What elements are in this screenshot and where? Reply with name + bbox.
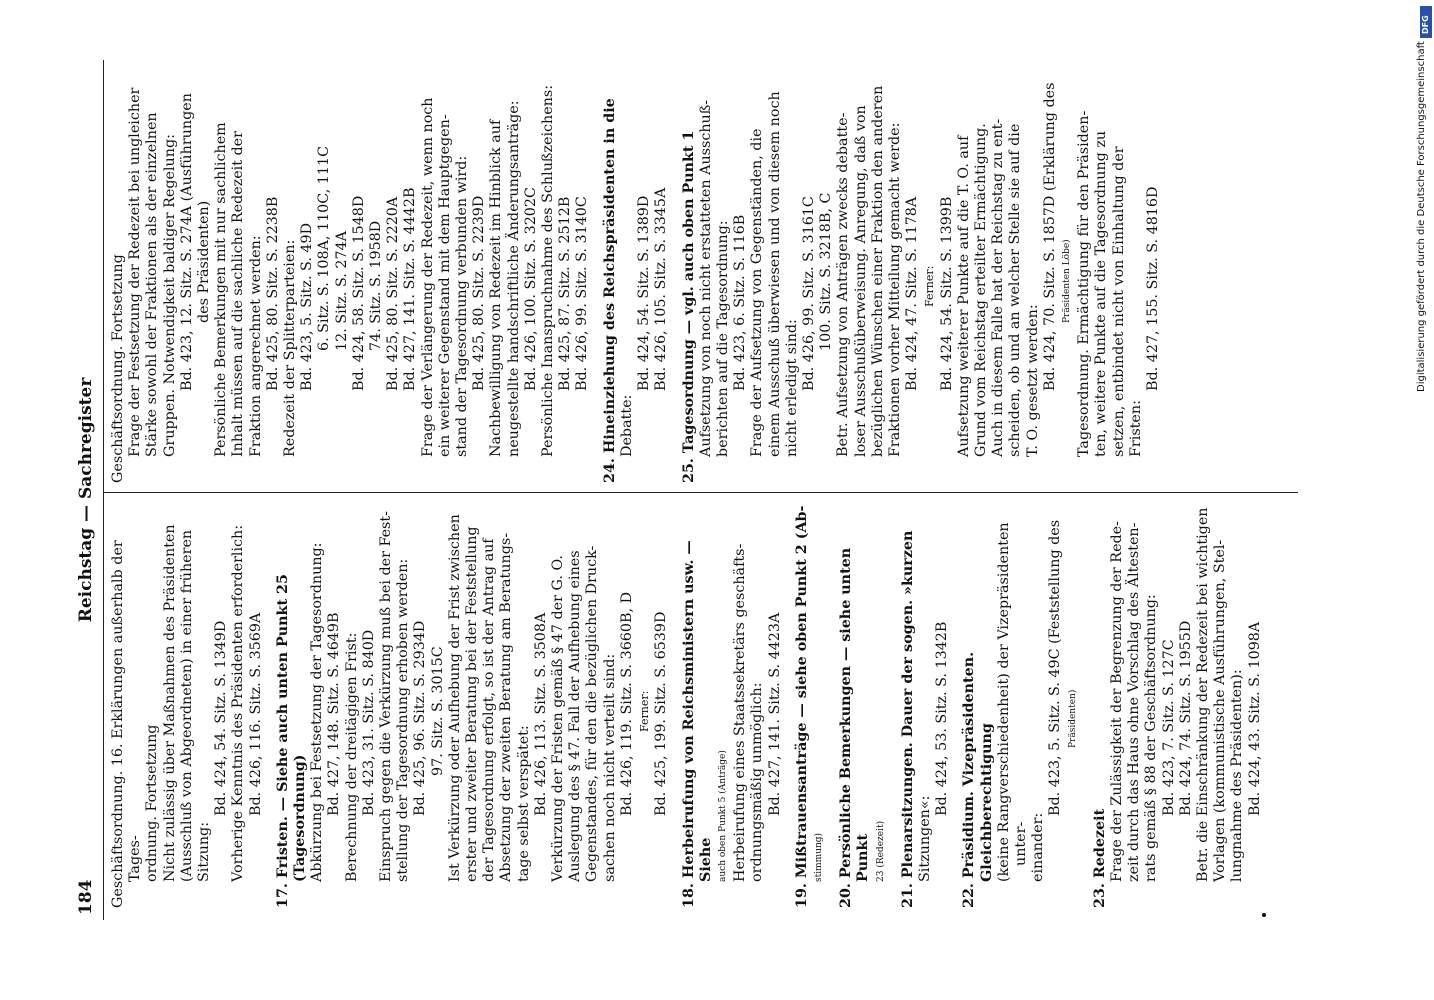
reference-line: Bd. 424, 70. Sitz. S. 1857D (Erklärung des xyxy=(1041,82,1058,391)
dfg-logo-text: DFG xyxy=(1421,15,1430,34)
entry-line: neugestellte handschriftliche Änderungsanträge: xyxy=(505,100,522,457)
entry-line: auch oben Punkt 5 (Anträge) xyxy=(717,750,728,882)
entry-line: lungnahme des Präsidenten): xyxy=(1229,669,1246,882)
reference-line: Präsidenten Löbe) xyxy=(1061,239,1072,323)
entry-line: Aufsetzung weiterer Punkte auf die T. O. auf xyxy=(955,135,972,457)
reference-line: Bd. 425, 87. Sitz. S. 2512B xyxy=(557,196,574,391)
entry-line: bezüglichen Wünschen einer Fraktion den anderen xyxy=(869,85,886,457)
entry-line: Fristen: xyxy=(1127,400,1144,457)
reference-line: des Präsidenten) xyxy=(196,200,213,323)
entry-line: Aufsetzung von noch nicht erstatteten Ausschuß- xyxy=(697,99,714,457)
entry-line: Vorlagen (kommunistische Ausführungen, Stel- xyxy=(1212,539,1229,882)
entry-line: Frage der Festsetzung der Redezeit bei ungleicher xyxy=(127,87,144,457)
entry-line: T. O. gesetzt werden: xyxy=(1024,304,1041,457)
page-number: 184 xyxy=(76,879,96,915)
reference-line: Bd. 426, 99. Sitz. S. 3140C xyxy=(574,196,591,391)
entry-line: Gruppen. Notwendigkeit baldiger Regelung: xyxy=(161,134,178,457)
ink-speck xyxy=(1262,913,1266,917)
entry-line: Frage der Zulässigkeit der Begrenzung der Rede- xyxy=(1108,521,1125,882)
reference-line: Bd. 424, 47. Sitz. S. 1178A xyxy=(904,196,921,391)
reference-line: 97. Sitz. S. 3015C xyxy=(429,646,446,776)
reference-line: Bd. 425, 80. Sitz. S. 2238B xyxy=(264,196,281,391)
left-column xyxy=(110,503,1264,908)
page-header xyxy=(72,60,102,940)
reference-line: Bd. 424, 43. Sitz. S. 1098A xyxy=(1246,621,1263,816)
reference-line: Bd. 424, 54. Sitz. S. 1349D xyxy=(213,620,230,816)
reference-line: Bd. 427, 141. Sitz. S. 4442B xyxy=(402,187,419,391)
entry-heading: 22. Präsidium. Vizepräsidenten. Gleichberechtigung xyxy=(961,651,995,908)
reference-line: Bd. 425, 96. Sitz. S. 2934D xyxy=(412,620,429,816)
entry-line: Nicht zulässig über Maßnahmen des Präsidenten xyxy=(161,524,178,882)
entry-line: Ist Verkürzung oder Aufhebung der Frist zwischen xyxy=(446,514,463,882)
entry-line: stand der Tagesordnung verbunden wird: xyxy=(454,155,471,457)
reference-line: Bd. 423, 7. Sitz. S. 127C xyxy=(1160,639,1177,816)
entry-line: tage selbst verspätet: xyxy=(515,725,532,882)
entry-heading: 17. Fristen. — Siehe auch unten Punkt 25 (Tagesordnung) xyxy=(274,574,309,908)
reference-line: Bd. 425, 80. Sitz. S. 2239D xyxy=(471,195,488,391)
reference-line: Bd. 427, 148. Sitz. S. 4649B xyxy=(326,612,343,816)
entry-line: Frage der Aufsetzung von Gegenständen, die xyxy=(749,128,766,457)
entry-line: Betr. die Einschränkung der Redezeit bei wichtigen xyxy=(1194,507,1211,882)
reference-line: Bd. 424, 54. Sitz. S. 1389D xyxy=(636,195,653,391)
entry-line: der Tagesordnung erfolgt, so ist der Antrag auf xyxy=(481,538,498,882)
reference-line: 6. Sitz. S. 108A, 110C, 111C xyxy=(316,145,333,351)
entry-line: Fraktionen vorher Mitteilung gemacht werde: xyxy=(886,122,903,457)
reference-line: Bd. 426, 119. Sitz. S. 3660B, D xyxy=(618,591,635,816)
reference-line: Bd. 426, 116. Sitz. S. 3569A xyxy=(247,612,264,816)
entry-line: Gegenstandes, für den die bezüglichen Druck- xyxy=(584,545,601,882)
entry-line: Berechnung der dreitägigen Frist: xyxy=(343,632,360,882)
entry-heading: 24. Hineinziehung des Reichspräsidenten in die xyxy=(601,98,618,483)
dfg-logo xyxy=(1420,6,1432,38)
entry-line: Fraktion angerechnet werden: xyxy=(247,235,264,457)
entry-line: Einspruch gegen die Verkürzung muß bei der Fest- xyxy=(378,511,395,882)
entry-line: Absetzung der zweiten Beratung am Beratungs- xyxy=(498,532,515,882)
entry-line: scheiden, ob und an welcher Stelle sie auf die xyxy=(1007,123,1024,457)
entry-line: Tagesordnung. Ermächtigung für den Präsiden- xyxy=(1076,110,1093,457)
entry-line: Abkürzung bei Festsetzung der Tagesordnung: xyxy=(309,542,326,882)
entry-line: Herbeirufung eines Staatssekretärs geschäfts- xyxy=(732,543,749,882)
entry-line: Sitzungen«: xyxy=(916,795,933,882)
entry-line: stimmung) xyxy=(813,832,824,882)
reference-line: Präsidenten) xyxy=(1067,689,1078,748)
entry-line: Inhalt müssen auf die sachliche Redezeit der xyxy=(230,131,247,457)
entry-line: Stärke sowohl der Fraktionen als der einzelnen xyxy=(144,112,161,457)
entry-heading: Geschäftsordnung. Fortsetzung xyxy=(110,254,126,483)
reference-line: Bd. 424, 74. Sitz. S. 1955D xyxy=(1177,620,1194,816)
entry-line: Persönliche Bemerkungen mit nur sachlichem xyxy=(213,122,230,457)
entry-line: stellung der Tagesordnung erhoben werden: xyxy=(395,558,412,882)
reference-line: 74. Sitz. S. 1958D xyxy=(368,220,385,351)
entry-line: sachen noch nicht verteilt sind: xyxy=(601,653,618,882)
entry-line: Nachbewilligung von Redezeit im Hinblick auf xyxy=(488,119,505,457)
entry-line: ordnung. Fortsetzung xyxy=(144,724,161,882)
entry-line: nicht erledigt sind: xyxy=(783,319,800,457)
reference-line: 12. Sitz. S. 274A xyxy=(333,230,350,351)
reference-line: Bd. 424, 58. Sitz. S. 1548D xyxy=(350,195,367,391)
digitization-sidebar xyxy=(1412,0,1434,1000)
entry-heading: 18. Herbeirufung von Reichsministern usw. — Siehe xyxy=(680,540,714,908)
entry-line: ein weiterer Gegenstand mit dem Hauptgegen- xyxy=(436,114,453,457)
entry-line: Auslegung des § 47. Fall der Aufhebung eines xyxy=(567,550,584,882)
entry-line: Grund vom Reichstag erteilter Ermächtigung. xyxy=(972,123,989,457)
entry-line: berichten auf die Tagesordnung: xyxy=(714,220,731,457)
right-column xyxy=(110,78,1162,483)
reference-line: Bd. 426, 99. Sitz. S. 3161C xyxy=(800,196,817,391)
reference-line: Bd. 427, 141. Sitz. S. 4423A xyxy=(766,612,783,816)
reference-line: Bd. 423, 31. Sitz. S. 840D xyxy=(360,629,377,816)
entry-line: zeit durch das Haus ohne Vorschlag des Ältesten- xyxy=(1126,522,1143,882)
reference-line: Bd. 427, 155. Sitz. S. 4816D xyxy=(1144,186,1161,391)
ferner-label: Ferner: xyxy=(923,265,937,307)
entry-heading: 21. Plenarsitzungen. Dauer der sogen. »kurzen xyxy=(899,530,916,908)
entry-line: Sitzung: xyxy=(196,821,213,882)
entry-line: ordnungsmäßig unmöglich: xyxy=(749,682,766,882)
entry-heading: 23. Redezeit xyxy=(1091,808,1108,908)
dfg-funding-note: Digitalisierung gefördert durch die Deutsche Forschungsgemeinschaft xyxy=(1416,41,1427,392)
entry-line: Frage der Verlängerung der Redezeit, wenn noch xyxy=(419,97,436,457)
entry-line: einem Ausschuß überwiesen und von diesem noch xyxy=(766,91,783,457)
entry-line: einander: xyxy=(1030,812,1047,882)
entry-line: Debatte: xyxy=(618,394,635,457)
reference-line: Bd. 425, 199. Sitz. S. 6539D xyxy=(653,611,670,816)
reference-line: Bd. 423, 12. Sitz. S. 274A (Ausführungen xyxy=(178,93,195,391)
entry-line: Auch in diesem Falle hat der Reichstag zu ent- xyxy=(990,118,1007,457)
entry-line: Persönliche Inanspruchnahme des Schlußzeichens: xyxy=(540,84,557,457)
entry-line: Redezeit der Splitterparteien: xyxy=(282,239,299,457)
ferner-label: Ferner: xyxy=(638,690,652,732)
entry-line: (Ausschluß von Abgeordneten) in einer früheren xyxy=(178,529,195,882)
reference-line: Bd. 425, 80. Sitz. S. 2220A xyxy=(385,196,402,391)
entry-line: (keine Rangverschiedenheit) der Vizepräsidenten unter- xyxy=(995,522,1029,882)
entry-line: Verkürzung der Fristen gemäß § 47 der G. O. xyxy=(550,555,567,882)
reference-line: Bd. 426, 105. Sitz. S. 3345A xyxy=(653,187,670,391)
entry-heading: Geschäftsordnung. 16. Erklärungen außerhalb der Tages- xyxy=(110,540,144,908)
entry-heading: 19. Mißtrauensanträge — siehe oben Punkt 2 (Ab- xyxy=(793,505,810,908)
reference-line: 100. Sitz. S. 3218B, C xyxy=(818,192,835,351)
entry-heading: 25. Tagesordnung — vgl. auch oben Punkt 1 xyxy=(680,130,697,483)
reference-line: Bd. 423, 6. Sitz. S. 116B xyxy=(732,214,749,391)
reference-line: Bd. 424, 54. Sitz. S. 1399B xyxy=(938,196,955,391)
column-divider xyxy=(103,492,1298,493)
entry-line: loser Ausschußüberweisung. Anregung, daß von xyxy=(852,105,869,457)
reference-line: Bd. 423, 5. Sitz. S. 49C (Feststellung des xyxy=(1047,519,1064,816)
reference-line: Bd. 426, 100. Sitz. S. 3202C xyxy=(522,187,539,391)
entry-line: setzen, entbindet nicht von Einhaltung der xyxy=(1110,146,1127,457)
header-rule xyxy=(103,60,104,920)
reference-line: Bd. 426, 113. Sitz. S. 3508A xyxy=(532,612,549,816)
entry-line: ten, weitere Punkte auf die Tagesordnung zu xyxy=(1093,130,1110,457)
entry-line: erster und zweiter Beratung bei der Feststellung xyxy=(464,526,481,882)
reference-line: Bd. 423, 5. Sitz. S. 49D xyxy=(299,222,316,391)
entry-heading: 20. Persönliche Bemerkungen — siehe unten Punkt xyxy=(838,547,872,908)
entry-line: Betr. Aufsetzung von Anträgen zwecks debatte- xyxy=(835,112,852,457)
entry-line: 23 (Redezeit) xyxy=(875,820,886,882)
entry-line: rats gemäß § 88 der Geschäftsordnung: xyxy=(1143,594,1160,882)
reference-line: Bd. 424, 53. Sitz. S. 1342B xyxy=(934,621,951,816)
entry-line: Vorherige Kenntnis des Präsidenten erforderlich: xyxy=(230,524,247,882)
running-head: Reichstag — Sachregister xyxy=(76,377,96,623)
